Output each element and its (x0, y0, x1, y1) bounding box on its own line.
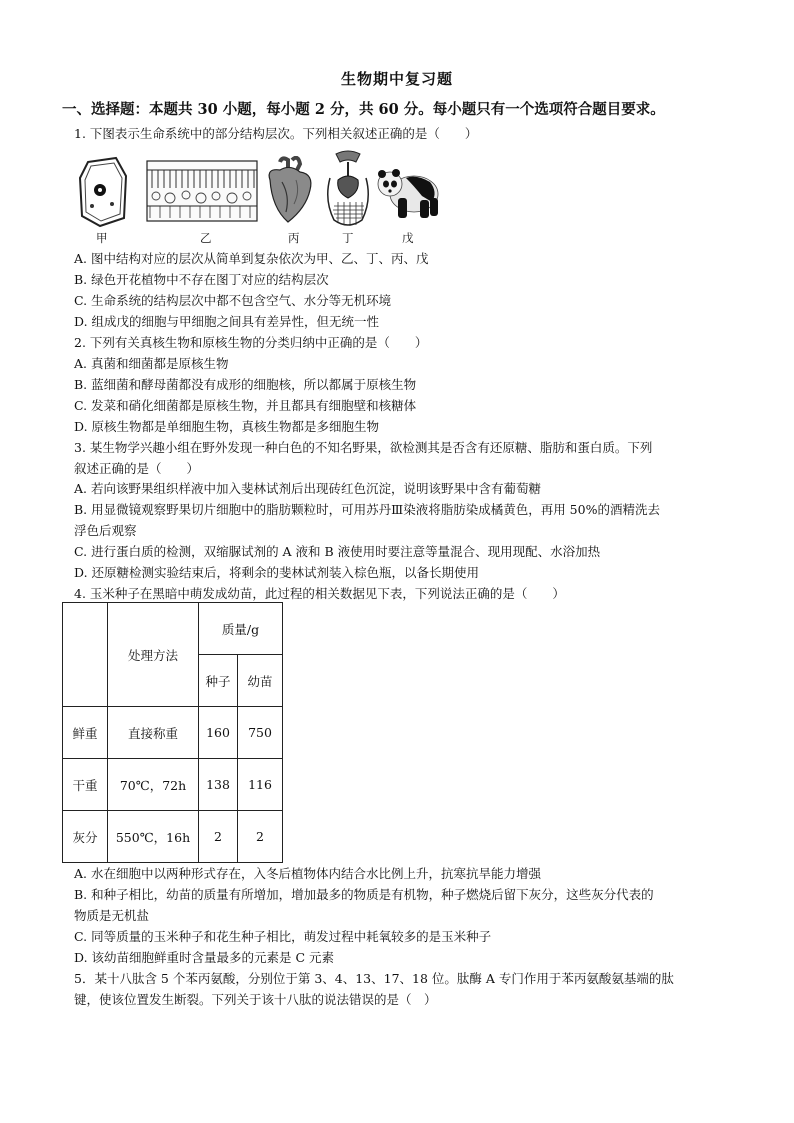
q4-option-c: C. 同等质量的玉米种子和花生种子相比，萌发过程中耗氧较多的是玉米种子 (74, 929, 492, 944)
q3-option-b: B. 用显微镜观察野果切片细胞中的脂肪颗粒时，可用苏丹Ⅲ染液将脂肪染成橘黄色，再用 50%的酒精洗去 (74, 502, 660, 517)
q2-option-d: D. 原核生物都是单细胞生物，真核生物都是多细胞生物 (74, 419, 380, 434)
q3-stem-line2: 叙述正确的是（ ） (74, 461, 200, 476)
heart-image (262, 156, 316, 226)
figure-label-ding: 丁 (342, 231, 354, 245)
row-label: 干重 (63, 759, 108, 811)
q5-stem-line1: 5．某十八肽含 5 个苯丙氨酸，分别位于第 3、4、13、17、18 位。肽酶 A 专门作用于苯丙氨酸氨基端的肽 (74, 971, 674, 986)
q4-stem: 4. 玉米种子在黑暗中萌发成幼苗，此过程的相关数据见下表，下列说法正确的是（ ） (74, 586, 565, 601)
q4-option-b: B. 和种子相比，幼苗的质量有所增加，增加最多的物质是有机物，种子燃烧后留下灰分，这些灰分代表的 (74, 887, 654, 902)
q4-option-d: D. 该幼苗细胞鲜重时含量最多的元素是 C 元素 (74, 950, 335, 965)
q3-option-c: C. 进行蛋白质的检测，双缩脲试剂的 A 液和 B 液使用时要注意等量混合、现用现配、水浴加热 (74, 544, 601, 559)
q1-option-b: B. 绿色开花植物中不存在图丁对应的结构层次 (74, 272, 329, 287)
q3-option-d: D. 还原糖检测实验结束后，将剩余的斐林试剂装入棕色瓶，以备长期使用 (74, 565, 480, 580)
q4-data-table (62, 602, 283, 863)
q1-stem: 1. 下图表示生命系统中的部分结构层次。下列相关叙述正确的是（ ） (74, 126, 478, 141)
row-label: 灰分 (63, 811, 108, 863)
table-header-method: 处理方法 (108, 603, 199, 707)
table-row (63, 707, 283, 759)
figure-label-wu: 戊 (402, 231, 414, 245)
figure-label-bing: 丙 (288, 231, 300, 245)
q1-option-a: A. 图中结构对应的层次从简单到复杂依次为甲、乙、丁、丙、戊 (74, 251, 429, 266)
row-seed-value: 160 (199, 707, 238, 759)
row-label: 鲜重 (63, 707, 108, 759)
table-row (63, 759, 283, 811)
row-seed-value: 2 (199, 811, 238, 863)
q3-option-a: A. 若向该野果组织样液中加入斐林试剂后出现砖红色沉淀，说明该野果中含有葡萄糖 (74, 481, 541, 496)
table-header-seed: 种子 (199, 655, 238, 707)
q1-option-d: D. 组成戊的细胞与甲细胞之间具有差异性，但无统一性 (74, 314, 380, 329)
q2-option-b: B. 蓝细菌和酵母菌都没有成形的细胞核，所以都属于原核生物 (74, 377, 417, 392)
circulatory-system-image (322, 150, 374, 230)
panda-image (376, 162, 442, 222)
q5-stem-line2: 键，使该位置发生断裂。下列关于该十八肽的说法错误的是（ ） (74, 992, 437, 1007)
q1-option-c: C. 生命系统的结构层次中都不包含空气、水分等无机环境 (74, 293, 392, 308)
q2-option-a: A. 真菌和细菌都是原核生物 (74, 356, 229, 371)
row-seedling-value: 750 (238, 707, 283, 759)
page-title: 生物期中复习题 (340, 70, 453, 88)
table-corner-cell (63, 603, 108, 707)
figure-label-jia: 甲 (96, 231, 108, 245)
row-method: 550℃，16h (108, 811, 199, 863)
q1-figure (76, 150, 446, 245)
figure-label-yi: 乙 (200, 231, 212, 245)
q4-option-b-cont: 物质是无机盐 (74, 908, 150, 923)
q3-stem-line1: 3. 某生物学兴趣小组在野外发现一种白色的不知名野果，欲检测其是否含有还原糖、脂肪和蛋白质。下列 (74, 440, 653, 455)
q4-option-a: A. 水在细胞中以两种形式存在，入冬后植物体内结合水比例上升，抗寒抗旱能力增强 (74, 866, 541, 881)
row-seed-value: 138 (199, 759, 238, 811)
table-row (63, 811, 283, 863)
row-seedling-value: 2 (238, 811, 283, 863)
q2-stem: 2. 下列有关真核生物和原核生物的分类归纳中正确的是（ ） (74, 335, 428, 350)
q3-option-b-cont: 浮色后观察 (74, 523, 137, 538)
plant-cell-image (78, 156, 130, 228)
row-seedling-value: 116 (238, 759, 283, 811)
table-header-mass: 质量/g (199, 603, 283, 655)
tissue-image (146, 160, 258, 222)
row-method: 直接称重 (108, 707, 199, 759)
table-header-seedling: 幼苗 (238, 655, 283, 707)
section-heading: 一、选择题：本题共 30 小题，每小题 2 分，共 60 分。每小题只有一个选项符合题目要求。 (62, 101, 665, 118)
row-method: 70℃，72h (108, 759, 199, 811)
q2-option-c: C. 发菜和硝化细菌都是原核生物，并且都具有细胞壁和核糖体 (74, 398, 417, 413)
